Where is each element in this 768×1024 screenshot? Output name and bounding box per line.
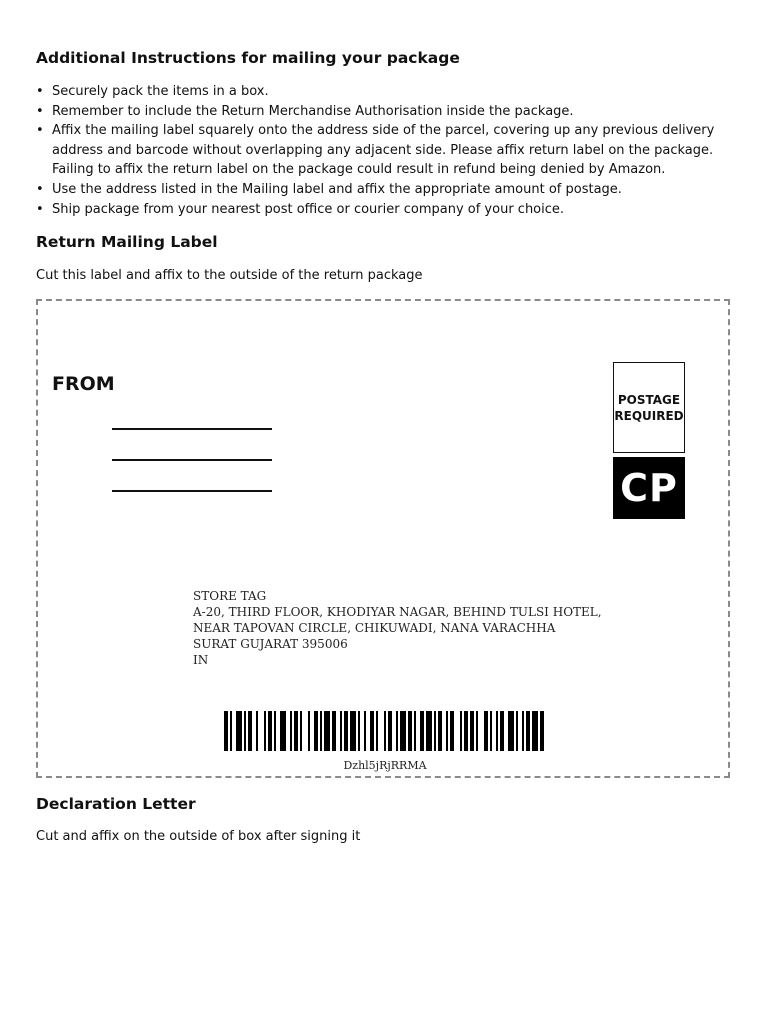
cp-text: CP bbox=[620, 466, 678, 510]
instruction-item: • Remember to include the Return Merchandise Authorisation inside the package. bbox=[52, 102, 724, 122]
required-text: REQUIRED bbox=[614, 408, 684, 423]
from-address-line bbox=[112, 428, 272, 430]
address-line: A-20, THIRD FLOOR, KHODIYAR NAGAR, BEHIND TULSI HOTEL, bbox=[193, 605, 602, 619]
instruction-item: • Securely pack the items in a box. bbox=[52, 82, 724, 102]
barcode-text: Dzhl5jRjRRMA bbox=[343, 759, 427, 772]
return-mailing-label bbox=[36, 299, 730, 778]
declaration-instruction: Cut and affix on the outside of box after signing it bbox=[36, 829, 361, 844]
address-line: SURAT GUJARAT 395006 bbox=[193, 637, 348, 651]
address-line: NEAR TAPOVAN CIRCLE, CHIKUWADI, NANA VARACHHA bbox=[193, 621, 556, 635]
postage-required-box bbox=[613, 362, 685, 453]
from-address-line bbox=[112, 459, 272, 461]
instruction-item: • Ship package from your nearest post office or courier company of your choice. bbox=[52, 200, 724, 220]
address-line: STORE TAG bbox=[193, 589, 267, 603]
mailing-label-heading: Return Mailing Label bbox=[36, 233, 218, 251]
instructions-list bbox=[36, 82, 724, 219]
from-address-line bbox=[112, 490, 272, 492]
cp-logo bbox=[613, 457, 685, 519]
from-label: FROM bbox=[52, 373, 115, 395]
declaration-heading: Declaration Letter bbox=[36, 795, 196, 813]
to-address bbox=[193, 588, 602, 668]
barcode bbox=[224, 711, 546, 751]
address-line: IN bbox=[193, 653, 209, 667]
postage-text: POSTAGE bbox=[617, 392, 681, 407]
mailing-label-instruction: Cut this label and affix to the outside of the return package bbox=[36, 268, 423, 283]
instructions-heading: Additional Instructions for mailing your package bbox=[36, 49, 460, 67]
instruction-item: • Affix the mailing label squarely onto the address side of the parcel, covering up any previous delivery address and barcode without overlapping any adjacent side. Please affix return label on the package. Failing to affix the return label on the package could result in refund being denied by Amazon. bbox=[52, 121, 724, 180]
instruction-item: • Use the address listed in the Mailing label and affix the appropriate amount of postage. bbox=[52, 180, 724, 200]
